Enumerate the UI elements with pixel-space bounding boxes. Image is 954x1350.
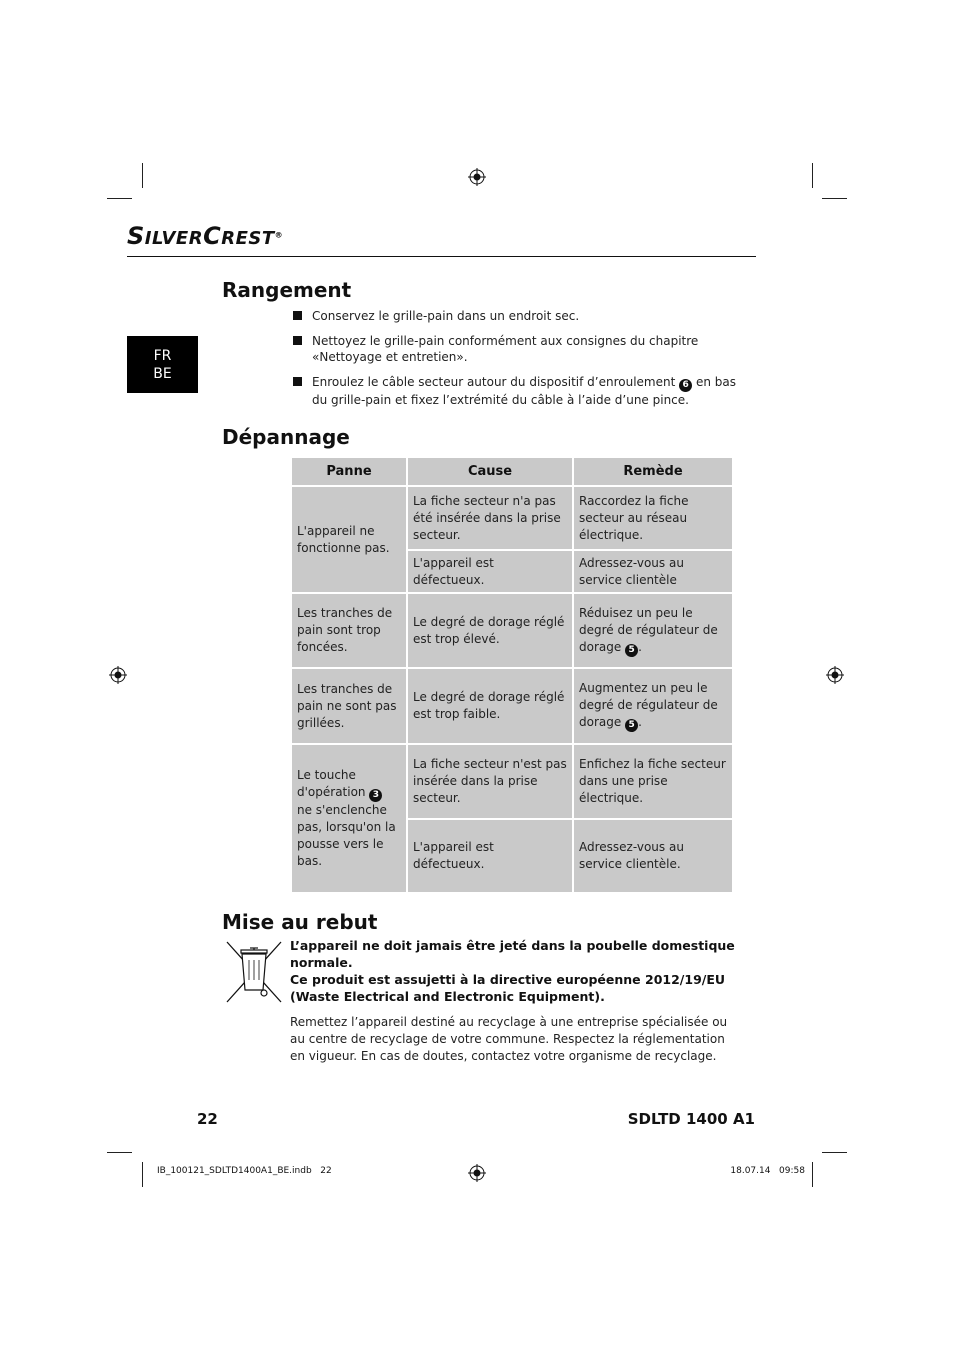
crop-mark	[822, 198, 847, 199]
table-row	[291, 668, 733, 744]
list-item: Nettoyez le grille-pain conformément aux consignes du chapitre «Nettoyage et entretien».	[293, 333, 738, 365]
registration-mark-icon	[468, 1164, 486, 1182]
table-cell-cause: La fiche secteur n'est pas insérée dans la prise secteur.	[407, 744, 573, 819]
bullet-square-icon	[293, 336, 302, 345]
troubleshooting-table	[290, 456, 734, 894]
page-number: 22	[197, 1110, 218, 1128]
bullet-square-icon	[293, 311, 302, 320]
table-cell-panne: Le touche d'opération 3 ne s'enclenche pas, lorsqu'on la pousse vers le bas.	[291, 744, 407, 893]
reference-number-badge: 6	[679, 379, 692, 392]
table-cell-remede: Enfichez la fiche secteur dans une prise électrique.	[573, 744, 733, 819]
column-header: Remède	[573, 457, 733, 486]
table-cell-panne: L'appareil ne fonctionne pas.	[291, 486, 407, 593]
bullet-square-icon	[293, 377, 302, 386]
model-number: SDLTD 1400 A1	[627, 1110, 755, 1128]
table-cell-remede: Adressez-vous au service clientèle.	[573, 819, 733, 893]
disposal-instructions: Remettez l’appareil destiné au recyclage à une entreprise spécialisée ou au centre de recyclage de votre commune. Respectez la réglementation en vigueur. En cas de doutes, contactez votre organisme de recyclage.	[290, 1015, 728, 1063]
crop-mark	[142, 163, 143, 188]
section-title-depannage: Dépannage	[222, 425, 350, 449]
table-row	[291, 744, 733, 819]
table-cell-remede: Raccordez la fiche secteur au réseau électrique.	[573, 486, 733, 550]
rangement-list	[293, 308, 738, 417]
list-item: Conservez le grille-pain dans un endroit sec.	[293, 308, 738, 324]
header-rule	[127, 256, 756, 257]
section-title-rangement: Rangement	[222, 278, 352, 302]
brand-logo: SILVERCREST®	[127, 222, 284, 250]
reference-number-badge: 5	[625, 719, 638, 732]
language-code: FR	[153, 347, 172, 364]
table-cell-cause: Le degré de dorage réglé est trop élevé.	[407, 593, 573, 668]
country-code: BE	[153, 365, 172, 382]
crop-mark	[822, 1152, 847, 1153]
column-header: Cause	[407, 457, 573, 486]
list-item: Enroulez le câble secteur autour du dispositif d’enroulement 6 en bas du grille-pain et fixez l’extrémité du câble à l’aide d’une pince.	[293, 374, 738, 408]
registration-mark-icon	[468, 168, 486, 186]
table-cell-cause: Le degré de dorage réglé est trop faible.	[407, 668, 573, 744]
table-cell-panne: Les tranches de pain sont trop foncées.	[291, 593, 407, 668]
crop-mark	[142, 1162, 143, 1187]
table-cell-cause: L'appareil est défectueux.	[407, 819, 573, 893]
disposal-warning: L’appareil ne doit jamais être jeté dans la poubelle domestique normale. Ce produit est assujetti à la directive européenne 2012/19/EU (Waste Electrical and Electronic Equipment).	[290, 938, 735, 1004]
table-row	[291, 486, 733, 550]
crop-mark	[107, 198, 132, 199]
reference-number-badge: 3	[369, 789, 382, 802]
crossed-out-wheelie-bin-icon	[224, 940, 284, 1004]
table-header-row	[291, 457, 733, 486]
section-title-mise-au-rebut: Mise au rebut	[222, 910, 378, 934]
reference-number-badge: 5	[625, 644, 638, 657]
table-cell-remede: Adressez-vous au service clientèle	[573, 550, 733, 593]
table-cell-remede: Réduisez un peu le degré de régulateur de dorage 5 .	[573, 593, 733, 668]
table-cell-remede: Augmentez un peu le degré de régulateur de dorage 5 .	[573, 668, 733, 744]
registration-mark-icon	[826, 666, 844, 684]
column-header: Panne	[291, 457, 407, 486]
slug-filename: IB_100121_SDLTD1400A1_BE.indb 22	[157, 1166, 332, 1176]
crop-mark	[107, 1152, 132, 1153]
table-row	[291, 593, 733, 668]
language-tab	[127, 336, 198, 393]
table-cell-cause: L'appareil est défectueux.	[407, 550, 573, 593]
crop-mark	[812, 163, 813, 188]
slug-datetime: 18.07.14 09:58	[730, 1166, 805, 1176]
crop-mark	[812, 1162, 813, 1187]
table-cell-cause: La fiche secteur n'a pas été insérée dans la prise secteur.	[407, 486, 573, 550]
registration-mark-icon	[109, 666, 127, 684]
table-cell-panne: Les tranches de pain ne sont pas grillées.	[291, 668, 407, 744]
